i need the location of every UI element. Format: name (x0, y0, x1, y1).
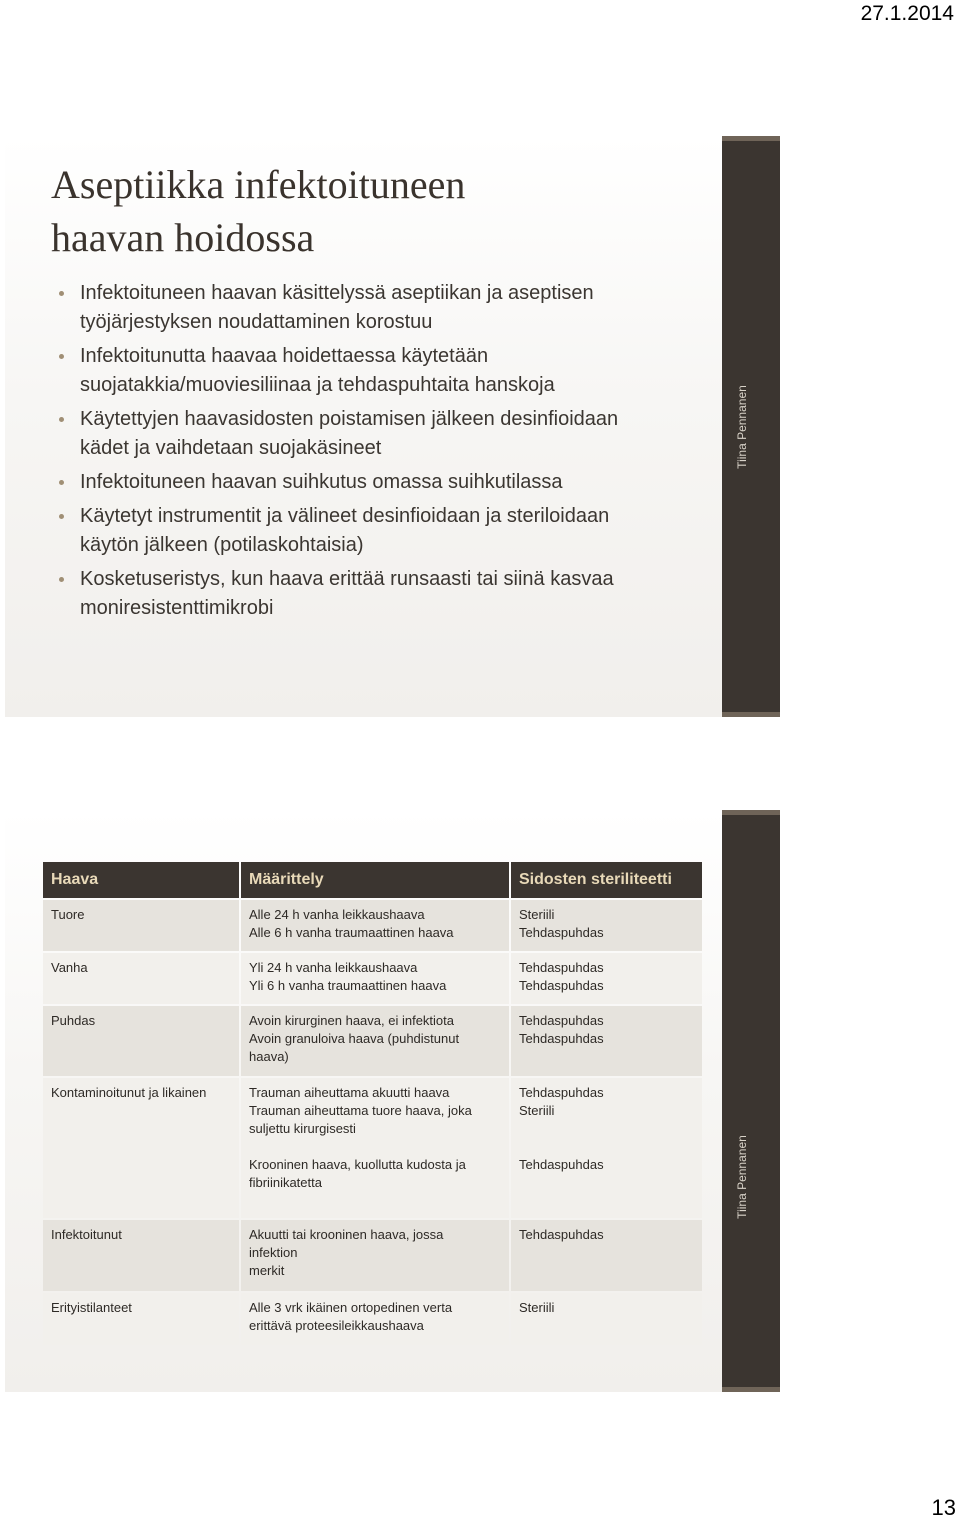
slide-title-line: haavan hoidossa (51, 215, 315, 260)
slide-title (51, 158, 651, 264)
cell-text: Steriili (519, 1300, 555, 1315)
slide-author: Tiina Pennanen (735, 384, 749, 469)
side-band-accent (722, 712, 780, 717)
cell-sidos (511, 1078, 702, 1218)
cell-sidos (511, 1220, 702, 1291)
cell-text: fibriinikatetta (249, 1175, 322, 1190)
cell-maarittely (241, 1006, 509, 1076)
cell-maarittely (241, 1078, 509, 1218)
cell-text: erittävä proteesileikkaushaava (249, 1318, 424, 1333)
cell-haava (43, 1006, 239, 1076)
cell-text: Tehdaspuhdas (519, 978, 604, 993)
cell-sidos (511, 1006, 702, 1076)
bullet-item (57, 342, 707, 400)
cell-text: merkit (249, 1263, 285, 1278)
cell-maarittely (241, 1220, 509, 1291)
table-row (43, 1078, 702, 1218)
cell-haava (43, 900, 239, 951)
cell-text: Tehdaspuhdas (519, 1157, 604, 1172)
cell-text: Yli 6 h vanha traumaattinen haava (249, 978, 447, 993)
cell-text: Alle 6 h vanha traumaattinen haava (249, 925, 454, 940)
cell-haava (43, 1293, 239, 1345)
bullet-dot-icon (59, 577, 64, 582)
cell-text: Kontaminoitunut ja likainen (51, 1085, 207, 1100)
bullet-dot-icon (59, 480, 64, 485)
column-header-haava: Haava (43, 862, 239, 898)
cell-sidos (511, 953, 702, 1004)
cell-text: suljettu kirurgisesti (249, 1121, 356, 1136)
cell-sidos (511, 900, 702, 951)
cell-text: Akuutti tai krooninen haava, jossa (249, 1227, 444, 1242)
bullet-text: käytön jälkeen (potilaskohtaisia) (80, 534, 364, 556)
bullet-text: Infektoituneen haavan suihkutus omassa suihkutilassa (80, 471, 563, 493)
cell-text: Tehdaspuhdas (519, 960, 604, 975)
page-date: 27.1.2014 (860, 2, 954, 25)
page-number: 13 (931, 1495, 956, 1520)
cell-text: Puhdas (51, 1013, 96, 1028)
table-row (43, 1220, 702, 1291)
bullet-text: Kosketuseristys, kun haava erittää runsaasti tai siinä kasvaa (80, 568, 614, 590)
table-row (43, 953, 702, 1004)
bullet-list (57, 279, 707, 628)
bullet-item (57, 279, 707, 337)
slide-side-band (722, 136, 780, 717)
bullet-text: suojatakkia/muoviesiliinaa ja tehdaspuhtaita hanskoja (80, 374, 555, 396)
cell-text: Tehdaspuhdas (519, 1085, 604, 1100)
bullet-dot-icon (59, 354, 64, 359)
bullet-item (57, 405, 707, 463)
bullet-text: moniresistenttimikrobi (80, 597, 274, 619)
cell-text: Yli 24 h vanha leikkaushaava (249, 960, 418, 975)
bullet-dot-icon (59, 291, 64, 296)
bullet-text: Käytettyjen haavasidosten poistamisen jälkeen desinfioidaan (80, 408, 619, 430)
cell-sidos (511, 1293, 702, 1345)
cell-text: Alle 3 vrk ikäinen ortopedinen verta (249, 1300, 453, 1315)
haava-table (41, 860, 704, 1347)
bullet-text: kädet ja vaihdetaan suojakäsineet (80, 437, 382, 459)
side-band-accent (722, 1387, 780, 1392)
bullet-item (57, 565, 707, 623)
cell-text: Avoin granuloiva haava (puhdistunut (249, 1031, 460, 1046)
bullet-item (57, 468, 707, 497)
cell-maarittely (241, 900, 509, 951)
cell-haava (43, 1220, 239, 1291)
table-row (43, 1006, 702, 1076)
table-row (43, 900, 702, 951)
cell-maarittely (241, 1293, 509, 1345)
cell-text: Krooninen haava, kuollutta kudosta ja (249, 1157, 466, 1172)
bullet-text: Infektoituneen haavan käsittelyssä aseptiikan ja aseptisen (80, 282, 594, 304)
cell-text: Trauman aiheuttama tuore haava, joka (249, 1103, 472, 1118)
cell-haava (43, 953, 239, 1004)
slide-aseptiikka (5, 136, 780, 717)
cell-text: Avoin kirurginen haava, ei infektiota (249, 1013, 454, 1028)
side-band-accent (722, 136, 780, 141)
cell-text: Tehdaspuhdas (519, 1227, 604, 1242)
column-header-sidosten-steriliteetti: Sidosten steriliteetti (511, 862, 702, 898)
table-header-row (43, 862, 702, 898)
column-header-maarittely: Määrittely (241, 862, 509, 898)
slide-title-line: Aseptiikka infektoituneen (51, 162, 466, 207)
slide-haava-table (5, 810, 780, 1392)
cell-text: infektion (249, 1245, 298, 1260)
slide-side-band (722, 810, 780, 1392)
cell-text: haava) (249, 1049, 289, 1064)
cell-text: Vanha (51, 960, 88, 975)
bullet-dot-icon (59, 417, 64, 422)
bullet-item (57, 502, 707, 560)
cell-text: Infektoitunut (51, 1227, 122, 1242)
cell-text: Steriili (519, 907, 555, 922)
cell-text: Alle 24 h vanha leikkaushaava (249, 907, 425, 922)
bullet-text: Käytetyt instrumentit ja välineet desinfioidaan ja steriloidaan (80, 505, 610, 527)
bullet-dot-icon (59, 514, 64, 519)
cell-text: Tehdaspuhdas (519, 1031, 604, 1046)
cell-text: Steriili (519, 1103, 555, 1118)
cell-text: Erityistilanteet (51, 1300, 132, 1315)
cell-haava (43, 1078, 239, 1218)
bullet-text: työjärjestyksen noudattaminen korostuu (80, 311, 433, 333)
cell-text: Trauman aiheuttama akuutti haava (249, 1085, 450, 1100)
bullet-text: Infektoitunutta haavaa hoidettaessa käytetään (80, 345, 489, 367)
cell-text: Tehdaspuhdas (519, 925, 604, 940)
side-band-accent (722, 810, 780, 815)
slide-author: Tiina Pennanen (735, 1134, 749, 1219)
cell-text: Tuore (51, 907, 85, 922)
cell-text: Tehdaspuhdas (519, 1013, 604, 1028)
table-row (43, 1293, 702, 1345)
cell-maarittely (241, 953, 509, 1004)
